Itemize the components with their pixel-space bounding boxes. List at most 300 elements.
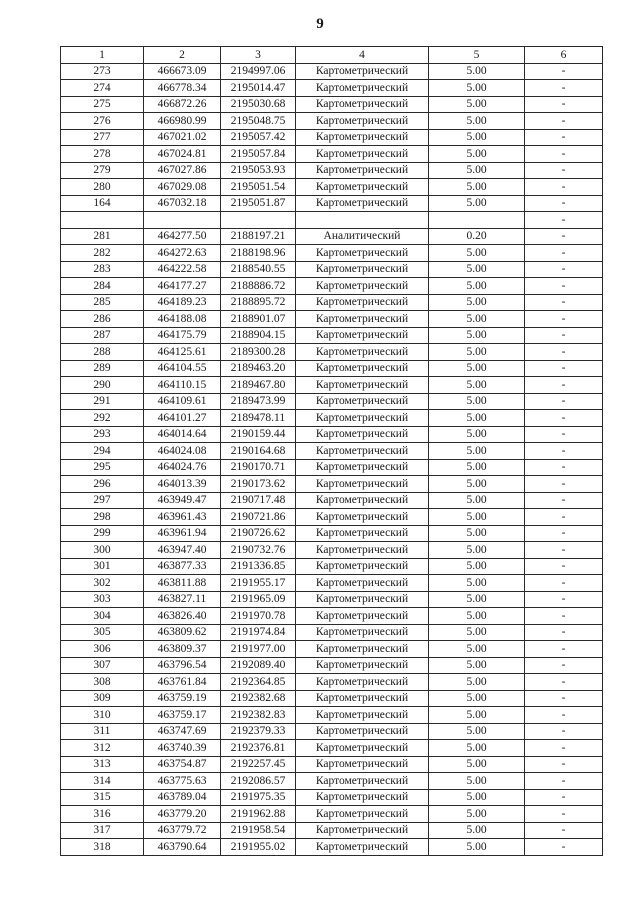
- table-body: [61, 63, 603, 855]
- accuracy-cell: 5.00: [429, 476, 525, 493]
- x-coordinate-cell: 467032.18: [144, 195, 221, 212]
- point-number-cell: 290: [61, 377, 144, 394]
- table-row: [61, 723, 603, 740]
- point-number-cell: 294: [61, 443, 144, 460]
- x-coordinate-cell: 463754.87: [144, 756, 221, 773]
- accuracy-cell: 5.00: [429, 740, 525, 757]
- accuracy-cell: 5.00: [429, 146, 525, 163]
- x-coordinate-cell: 463947.40: [144, 542, 221, 559]
- column-header: 1: [61, 47, 144, 64]
- table-row: [61, 509, 603, 526]
- accuracy-cell: 5.00: [429, 162, 525, 179]
- y-coordinate-cell: 2192382.68: [221, 690, 296, 707]
- y-coordinate-cell: 2191958.54: [221, 822, 296, 839]
- y-coordinate-cell: 2195051.87: [221, 195, 296, 212]
- point-number-cell: 295: [61, 459, 144, 476]
- table-row: [61, 641, 603, 658]
- note-cell: -: [525, 509, 603, 526]
- method-cell: Картометрический: [296, 608, 429, 625]
- method-cell: Картометрический: [296, 756, 429, 773]
- x-coordinate-cell: 463789.04: [144, 789, 221, 806]
- method-cell: Картометрический: [296, 80, 429, 97]
- table-row: [61, 179, 603, 196]
- method-cell: Картометрический: [296, 443, 429, 460]
- point-number-cell: 164: [61, 195, 144, 212]
- table-row: [61, 839, 603, 856]
- y-coordinate-cell: 2194997.06: [221, 63, 296, 80]
- column-header: 3: [221, 47, 296, 64]
- note-cell: -: [525, 228, 603, 245]
- point-number-cell: 315: [61, 789, 144, 806]
- table-row: [61, 162, 603, 179]
- note-cell: -: [525, 443, 603, 460]
- point-number-cell: 299: [61, 525, 144, 542]
- note-cell: -: [525, 129, 603, 146]
- table-row: [61, 443, 603, 460]
- method-cell: Картометрический: [296, 789, 429, 806]
- point-number-cell: 312: [61, 740, 144, 757]
- point-number-cell: 300: [61, 542, 144, 559]
- y-coordinate-cell: 2195051.54: [221, 179, 296, 196]
- table-row: [61, 63, 603, 80]
- table-row: [61, 492, 603, 509]
- x-coordinate-cell: 464101.27: [144, 410, 221, 427]
- method-cell: Картометрический: [296, 624, 429, 641]
- x-coordinate-cell: 464109.61: [144, 393, 221, 410]
- y-coordinate-cell: 2192086.57: [221, 773, 296, 790]
- method-cell: Картометрический: [296, 723, 429, 740]
- table-row: [61, 245, 603, 262]
- note-cell: -: [525, 377, 603, 394]
- point-number-cell: 309: [61, 690, 144, 707]
- accuracy-cell: 5.00: [429, 756, 525, 773]
- table-row: [61, 773, 603, 790]
- point-number-cell: 318: [61, 839, 144, 856]
- method-cell: Картометрический: [296, 674, 429, 691]
- table-row: [61, 674, 603, 691]
- note-cell: -: [525, 723, 603, 740]
- point-number-cell: 276: [61, 113, 144, 130]
- x-coordinate-cell: 464110.15: [144, 377, 221, 394]
- method-cell: Картометрический: [296, 113, 429, 130]
- accuracy-cell: 5.00: [429, 509, 525, 526]
- y-coordinate-cell: 2188895.72: [221, 294, 296, 311]
- y-coordinate-cell: 2188886.72: [221, 278, 296, 295]
- x-coordinate-cell: 467024.81: [144, 146, 221, 163]
- table-row: [61, 806, 603, 823]
- method-cell: Картометрический: [296, 459, 429, 476]
- x-coordinate-cell: 463779.72: [144, 822, 221, 839]
- method-cell: Картометрический: [296, 525, 429, 542]
- point-number-cell: 288: [61, 344, 144, 361]
- table-row: [61, 624, 603, 641]
- note-cell: -: [525, 311, 603, 328]
- method-cell: Картометрический: [296, 162, 429, 179]
- accuracy-cell: 5.00: [429, 443, 525, 460]
- method-cell: Картометрический: [296, 542, 429, 559]
- x-coordinate-cell: 467021.02: [144, 129, 221, 146]
- x-coordinate-cell: [144, 212, 221, 229]
- point-number-cell: 277: [61, 129, 144, 146]
- y-coordinate-cell: 2188904.15: [221, 327, 296, 344]
- accuracy-cell: 5.00: [429, 294, 525, 311]
- accuracy-cell: 5.00: [429, 707, 525, 724]
- point-number-cell: 304: [61, 608, 144, 625]
- point-number-cell: 286: [61, 311, 144, 328]
- point-number-cell: 275: [61, 96, 144, 113]
- table-row: [61, 311, 603, 328]
- x-coordinate-cell: 463747.69: [144, 723, 221, 740]
- x-coordinate-cell: 463790.64: [144, 839, 221, 856]
- note-cell: -: [525, 641, 603, 658]
- table-row: [61, 426, 603, 443]
- y-coordinate-cell: 2190164.68: [221, 443, 296, 460]
- table-header-row: [61, 47, 603, 64]
- table-row: [61, 360, 603, 377]
- y-coordinate-cell: 2191977.00: [221, 641, 296, 658]
- note-cell: -: [525, 360, 603, 377]
- y-coordinate-cell: 2189478.11: [221, 410, 296, 427]
- accuracy-cell: 5.00: [429, 63, 525, 80]
- table-row: [61, 789, 603, 806]
- x-coordinate-cell: 464024.76: [144, 459, 221, 476]
- note-cell: -: [525, 773, 603, 790]
- x-coordinate-cell: 463961.94: [144, 525, 221, 542]
- table-row: [61, 525, 603, 542]
- accuracy-cell: 5.00: [429, 822, 525, 839]
- method-cell: Картометрический: [296, 410, 429, 427]
- x-coordinate-cell: 466778.34: [144, 80, 221, 97]
- table-row: [61, 393, 603, 410]
- method-cell: Картометрический: [296, 245, 429, 262]
- note-cell: -: [525, 674, 603, 691]
- method-cell: Картометрический: [296, 261, 429, 278]
- y-coordinate-cell: 2189300.28: [221, 344, 296, 361]
- point-number-cell: 303: [61, 591, 144, 608]
- table-row: [61, 707, 603, 724]
- point-number-cell: 306: [61, 641, 144, 658]
- method-cell: Картометрический: [296, 476, 429, 493]
- accuracy-cell: 5.00: [429, 360, 525, 377]
- x-coordinate-cell: 464272.63: [144, 245, 221, 262]
- method-cell: Картометрический: [296, 707, 429, 724]
- note-cell: -: [525, 179, 603, 196]
- accuracy-cell: 5.00: [429, 311, 525, 328]
- point-number-cell: 280: [61, 179, 144, 196]
- x-coordinate-cell: 466673.09: [144, 63, 221, 80]
- point-number-cell: 314: [61, 773, 144, 790]
- x-coordinate-cell: 463961.43: [144, 509, 221, 526]
- point-number-cell: 298: [61, 509, 144, 526]
- accuracy-cell: [429, 212, 525, 229]
- y-coordinate-cell: 2191974.84: [221, 624, 296, 641]
- table-row: [61, 96, 603, 113]
- table-row: [61, 657, 603, 674]
- y-coordinate-cell: 2190159.44: [221, 426, 296, 443]
- accuracy-cell: 5.00: [429, 723, 525, 740]
- table-row: [61, 756, 603, 773]
- note-cell: -: [525, 789, 603, 806]
- x-coordinate-cell: 464013.39: [144, 476, 221, 493]
- point-number-cell: 284: [61, 278, 144, 295]
- x-coordinate-cell: 464222.58: [144, 261, 221, 278]
- table-row: [61, 212, 603, 229]
- accuracy-cell: 5.00: [429, 96, 525, 113]
- table-row: [61, 261, 603, 278]
- method-cell: Картометрический: [296, 740, 429, 757]
- note-cell: -: [525, 624, 603, 641]
- x-coordinate-cell: 463761.84: [144, 674, 221, 691]
- accuracy-cell: 5.00: [429, 558, 525, 575]
- note-cell: -: [525, 278, 603, 295]
- method-cell: Картометрический: [296, 426, 429, 443]
- point-number-cell: 297: [61, 492, 144, 509]
- accuracy-cell: 5.00: [429, 410, 525, 427]
- table-row: [61, 228, 603, 245]
- note-cell: -: [525, 822, 603, 839]
- method-cell: Картометрический: [296, 839, 429, 856]
- point-number-cell: 305: [61, 624, 144, 641]
- table-row: [61, 195, 603, 212]
- method-cell: Картометрический: [296, 558, 429, 575]
- y-coordinate-cell: 2189463.20: [221, 360, 296, 377]
- note-cell: -: [525, 756, 603, 773]
- point-number-cell: 308: [61, 674, 144, 691]
- column-header: 6: [525, 47, 603, 64]
- y-coordinate-cell: 2192089.40: [221, 657, 296, 674]
- x-coordinate-cell: 463877.33: [144, 558, 221, 575]
- accuracy-cell: 5.00: [429, 542, 525, 559]
- table-row: [61, 558, 603, 575]
- x-coordinate-cell: 463809.62: [144, 624, 221, 641]
- x-coordinate-cell: 463809.37: [144, 641, 221, 658]
- point-number-cell: 293: [61, 426, 144, 443]
- point-number-cell: 278: [61, 146, 144, 163]
- x-coordinate-cell: 463796.54: [144, 657, 221, 674]
- table-row: [61, 410, 603, 427]
- table-row: [61, 459, 603, 476]
- y-coordinate-cell: 2191336.85: [221, 558, 296, 575]
- method-cell: Картометрический: [296, 377, 429, 394]
- x-coordinate-cell: 467027.86: [144, 162, 221, 179]
- method-cell: Картометрический: [296, 179, 429, 196]
- point-number-cell: 279: [61, 162, 144, 179]
- note-cell: -: [525, 608, 603, 625]
- table-row: [61, 129, 603, 146]
- x-coordinate-cell: 463827.11: [144, 591, 221, 608]
- y-coordinate-cell: [221, 212, 296, 229]
- accuracy-cell: 5.00: [429, 591, 525, 608]
- x-coordinate-cell: 464177.27: [144, 278, 221, 295]
- point-number-cell: 301: [61, 558, 144, 575]
- table-row: [61, 80, 603, 97]
- point-number-cell: 292: [61, 410, 144, 427]
- method-cell: Картометрический: [296, 278, 429, 295]
- x-coordinate-cell: 464104.55: [144, 360, 221, 377]
- note-cell: -: [525, 657, 603, 674]
- accuracy-cell: 5.00: [429, 393, 525, 410]
- point-number-cell: [61, 212, 144, 229]
- method-cell: Картометрический: [296, 773, 429, 790]
- point-number-cell: 317: [61, 822, 144, 839]
- accuracy-cell: 5.00: [429, 327, 525, 344]
- note-cell: -: [525, 96, 603, 113]
- table-row: [61, 591, 603, 608]
- note-cell: -: [525, 261, 603, 278]
- method-cell: Картометрический: [296, 311, 429, 328]
- table-row: [61, 327, 603, 344]
- y-coordinate-cell: 2190721.86: [221, 509, 296, 526]
- method-cell: Картометрический: [296, 806, 429, 823]
- x-coordinate-cell: 463759.17: [144, 707, 221, 724]
- x-coordinate-cell: 464014.64: [144, 426, 221, 443]
- accuracy-cell: 5.00: [429, 773, 525, 790]
- accuracy-cell: 5.00: [429, 674, 525, 691]
- x-coordinate-cell: 463759.19: [144, 690, 221, 707]
- table-row: [61, 575, 603, 592]
- y-coordinate-cell: 2195030.68: [221, 96, 296, 113]
- table-row: [61, 278, 603, 295]
- y-coordinate-cell: 2192364.85: [221, 674, 296, 691]
- note-cell: -: [525, 294, 603, 311]
- accuracy-cell: 5.00: [429, 525, 525, 542]
- y-coordinate-cell: 2191962.88: [221, 806, 296, 823]
- coordinates-table: [60, 46, 603, 856]
- table-row: [61, 542, 603, 559]
- accuracy-cell: 5.00: [429, 608, 525, 625]
- accuracy-cell: 0.20: [429, 228, 525, 245]
- method-cell: Картометрический: [296, 360, 429, 377]
- accuracy-cell: 5.00: [429, 245, 525, 262]
- accuracy-cell: 5.00: [429, 113, 525, 130]
- point-number-cell: 296: [61, 476, 144, 493]
- point-number-cell: 310: [61, 707, 144, 724]
- method-cell: Картометрический: [296, 492, 429, 509]
- note-cell: -: [525, 212, 603, 229]
- accuracy-cell: 5.00: [429, 344, 525, 361]
- point-number-cell: 302: [61, 575, 144, 592]
- table-row: [61, 377, 603, 394]
- note-cell: -: [525, 591, 603, 608]
- y-coordinate-cell: 2190717.48: [221, 492, 296, 509]
- note-cell: -: [525, 245, 603, 262]
- table-row: [61, 113, 603, 130]
- table-row: [61, 608, 603, 625]
- table-row: [61, 476, 603, 493]
- y-coordinate-cell: 2188540.55: [221, 261, 296, 278]
- x-coordinate-cell: 464024.08: [144, 443, 221, 460]
- method-cell: Картометрический: [296, 509, 429, 526]
- x-coordinate-cell: 464277.50: [144, 228, 221, 245]
- method-cell: Картометрический: [296, 195, 429, 212]
- y-coordinate-cell: 2195057.42: [221, 129, 296, 146]
- column-header: 2: [144, 47, 221, 64]
- note-cell: -: [525, 542, 603, 559]
- x-coordinate-cell: 463740.39: [144, 740, 221, 757]
- accuracy-cell: 5.00: [429, 575, 525, 592]
- table-row: [61, 146, 603, 163]
- method-cell: Картометрический: [296, 575, 429, 592]
- method-cell: Картометрический: [296, 63, 429, 80]
- note-cell: -: [525, 410, 603, 427]
- y-coordinate-cell: 2191955.17: [221, 575, 296, 592]
- x-coordinate-cell: 463826.40: [144, 608, 221, 625]
- method-cell: Картометрический: [296, 591, 429, 608]
- accuracy-cell: 5.00: [429, 657, 525, 674]
- method-cell: [296, 212, 429, 229]
- note-cell: -: [525, 575, 603, 592]
- note-cell: -: [525, 162, 603, 179]
- note-cell: -: [525, 113, 603, 130]
- note-cell: -: [525, 146, 603, 163]
- method-cell: Картометрический: [296, 657, 429, 674]
- note-cell: -: [525, 63, 603, 80]
- column-header: 5: [429, 47, 525, 64]
- method-cell: Картометрический: [296, 641, 429, 658]
- note-cell: -: [525, 839, 603, 856]
- note-cell: -: [525, 525, 603, 542]
- x-coordinate-cell: 463779.20: [144, 806, 221, 823]
- y-coordinate-cell: 2190173.62: [221, 476, 296, 493]
- method-cell: Картометрический: [296, 146, 429, 163]
- y-coordinate-cell: 2189467.80: [221, 377, 296, 394]
- method-cell: Картометрический: [296, 294, 429, 311]
- y-coordinate-cell: 2192257.45: [221, 756, 296, 773]
- y-coordinate-cell: 2191965.09: [221, 591, 296, 608]
- note-cell: -: [525, 80, 603, 97]
- y-coordinate-cell: 2195053.93: [221, 162, 296, 179]
- table-row: [61, 740, 603, 757]
- note-cell: -: [525, 707, 603, 724]
- table-row: [61, 690, 603, 707]
- note-cell: -: [525, 459, 603, 476]
- point-number-cell: 289: [61, 360, 144, 377]
- y-coordinate-cell: 2189473.99: [221, 393, 296, 410]
- point-number-cell: 283: [61, 261, 144, 278]
- y-coordinate-cell: 2191975.35: [221, 789, 296, 806]
- accuracy-cell: 5.00: [429, 641, 525, 658]
- point-number-cell: 281: [61, 228, 144, 245]
- accuracy-cell: 5.00: [429, 492, 525, 509]
- x-coordinate-cell: 464189.23: [144, 294, 221, 311]
- y-coordinate-cell: 2191955.02: [221, 839, 296, 856]
- y-coordinate-cell: 2190170.71: [221, 459, 296, 476]
- x-coordinate-cell: 464125.61: [144, 344, 221, 361]
- y-coordinate-cell: 2195014.47: [221, 80, 296, 97]
- accuracy-cell: 5.00: [429, 806, 525, 823]
- accuracy-cell: 5.00: [429, 459, 525, 476]
- x-coordinate-cell: 466980.99: [144, 113, 221, 130]
- point-number-cell: 291: [61, 393, 144, 410]
- method-cell: Картометрический: [296, 96, 429, 113]
- y-coordinate-cell: 2190726.62: [221, 525, 296, 542]
- y-coordinate-cell: 2195048.75: [221, 113, 296, 130]
- note-cell: -: [525, 327, 603, 344]
- table-row: [61, 822, 603, 839]
- method-cell: Картометрический: [296, 393, 429, 410]
- accuracy-cell: 5.00: [429, 789, 525, 806]
- y-coordinate-cell: 2190732.76: [221, 542, 296, 559]
- note-cell: -: [525, 476, 603, 493]
- note-cell: -: [525, 426, 603, 443]
- point-number-cell: 287: [61, 327, 144, 344]
- table-row: [61, 294, 603, 311]
- point-number-cell: 285: [61, 294, 144, 311]
- accuracy-cell: 5.00: [429, 129, 525, 146]
- point-number-cell: 311: [61, 723, 144, 740]
- accuracy-cell: 5.00: [429, 179, 525, 196]
- point-number-cell: 307: [61, 657, 144, 674]
